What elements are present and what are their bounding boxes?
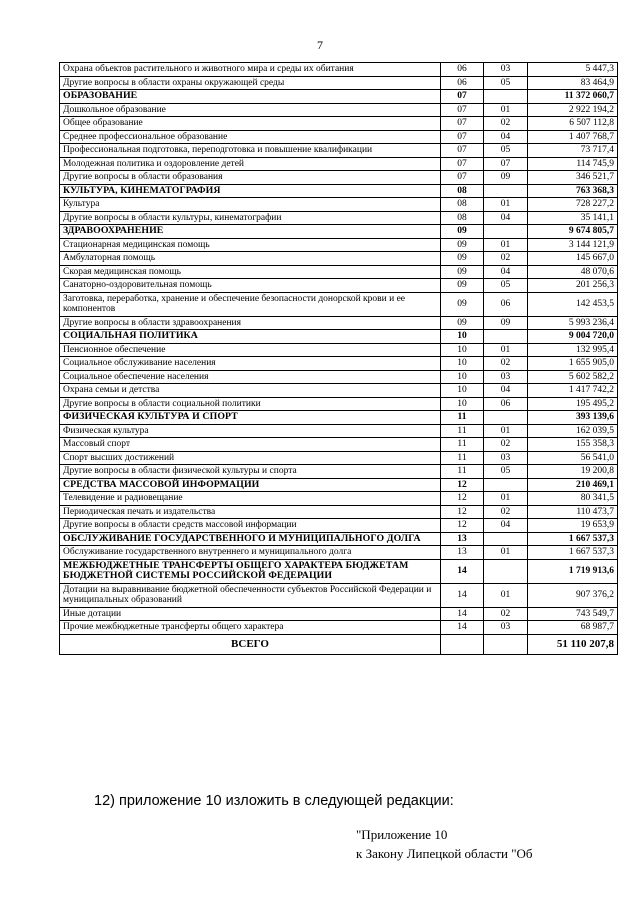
- row-name-cell: Социальное обеспечение населения: [60, 370, 441, 384]
- row-name-cell: Периодическая печать и издательства: [60, 505, 441, 519]
- row-section-code-cell: 10: [441, 370, 484, 384]
- row-section-code-cell: 07: [441, 117, 484, 131]
- table-row: [60, 451, 618, 465]
- table-row: [60, 144, 618, 158]
- row-sum-cell: 35 141,1: [528, 211, 618, 225]
- row-name-cell: СОЦИАЛЬНАЯ ПОЛИТИКА: [60, 330, 441, 344]
- row-section-code-cell: 09: [441, 265, 484, 279]
- row-section-code-cell: 07: [441, 90, 484, 104]
- row-subsection-code-cell: [484, 532, 528, 546]
- row-name-cell: СРЕДСТВА МАССОВОЙ ИНФОРМАЦИИ: [60, 478, 441, 492]
- row-subsection-code-cell: 04: [484, 519, 528, 533]
- row-sum-cell: 201 256,3: [528, 279, 618, 293]
- row-sum-cell: 1 407 768,7: [528, 130, 618, 144]
- row-sum-cell: 907 376,2: [528, 583, 618, 607]
- row-name-cell: Другие вопросы в области образования: [60, 171, 441, 185]
- section-row: [60, 225, 618, 239]
- row-section-code-cell: 14: [441, 559, 484, 583]
- row-section-code-cell: 12: [441, 505, 484, 519]
- row-name-cell: Скорая медицинская помощь: [60, 265, 441, 279]
- row-name-cell: Амбулаторная помощь: [60, 252, 441, 266]
- row-subsection-code-cell: 02: [484, 607, 528, 621]
- row-sum-cell: 83 464,9: [528, 76, 618, 90]
- row-subsection-code-cell: [484, 90, 528, 104]
- row-sum-cell: 1 417 742,2: [528, 384, 618, 398]
- row-name-cell: Массовый спорт: [60, 438, 441, 452]
- row-section-code-cell: 09: [441, 316, 484, 330]
- row-subsection-code-cell: 06: [484, 397, 528, 411]
- row-section-code-cell: 10: [441, 397, 484, 411]
- row-subsection-code-cell: 02: [484, 438, 528, 452]
- row-subsection-code-cell: 05: [484, 76, 528, 90]
- row-sum-cell: 5 447,3: [528, 63, 618, 77]
- row-subsection-code-cell: 04: [484, 384, 528, 398]
- row-sum-cell: 1 667 537,3: [528, 532, 618, 546]
- table-row: [60, 238, 618, 252]
- table-row: [60, 279, 618, 293]
- row-subsection-code-cell: 01: [484, 238, 528, 252]
- row-sum-cell: 132 995,4: [528, 343, 618, 357]
- row-section-code-cell: 10: [441, 384, 484, 398]
- row-name-cell: Прочие межбюджетные трансферты общего характера: [60, 621, 441, 635]
- row-sum-cell: 346 521,7: [528, 171, 618, 185]
- row-sum-cell: 9 674 805,7: [528, 225, 618, 239]
- row-sum-cell: 56 541,0: [528, 451, 618, 465]
- row-section-code-cell: 11: [441, 411, 484, 425]
- row-sum-cell: 1 667 537,3: [528, 546, 618, 560]
- row-name-cell: Обслуживание государственного внутреннего и муниципального долга: [60, 546, 441, 560]
- row-section-code-cell: 08: [441, 211, 484, 225]
- row-sum-cell: 19 200,8: [528, 465, 618, 479]
- table-row: [60, 357, 618, 371]
- section-row: [60, 532, 618, 546]
- table-row: [60, 370, 618, 384]
- row-sum-cell: 743 549,7: [528, 607, 618, 621]
- section-row: [60, 90, 618, 104]
- row-sum-cell: 9 004 720,0: [528, 330, 618, 344]
- row-section-code-cell: 12: [441, 492, 484, 506]
- row-section-code-cell: 07: [441, 103, 484, 117]
- section-row: [60, 559, 618, 583]
- table-row: [60, 343, 618, 357]
- row-subsection-code-cell: 04: [484, 130, 528, 144]
- total-row: [60, 634, 618, 654]
- row-name-cell: Среднее профессиональное образование: [60, 130, 441, 144]
- table-row: [60, 211, 618, 225]
- row-sum-cell: 210 469,1: [528, 478, 618, 492]
- row-sum-cell: 5 602 582,2: [528, 370, 618, 384]
- row-name-cell: Культура: [60, 198, 441, 212]
- row-subsection-code-cell: 04: [484, 265, 528, 279]
- row-name-cell: ОБРАЗОВАНИЕ: [60, 90, 441, 104]
- row-section-code-cell: 08: [441, 184, 484, 198]
- row-section-code-cell: 11: [441, 438, 484, 452]
- row-name-cell: Общее образование: [60, 117, 441, 131]
- row-subsection-code-cell: 01: [484, 492, 528, 506]
- row-section-code-cell: 07: [441, 171, 484, 185]
- section-row: [60, 478, 618, 492]
- row-section-code-cell: 07: [441, 157, 484, 171]
- row-subsection-code-cell: [484, 559, 528, 583]
- row-section-code-cell: 13: [441, 546, 484, 560]
- row-subsection-code-cell: 09: [484, 171, 528, 185]
- appendix-caption-line-1: "Приложение 10: [356, 827, 448, 842]
- row-subsection-code-cell: 03: [484, 621, 528, 635]
- row-section-code-cell: 06: [441, 63, 484, 77]
- table-row: [60, 171, 618, 185]
- row-subsection-code-cell: 03: [484, 370, 528, 384]
- row-subsection-code-cell: 05: [484, 144, 528, 158]
- budget-table-body: [60, 63, 618, 655]
- row-subsection-code-cell: 02: [484, 252, 528, 266]
- row-name-cell: Санаторно-оздоровительная помощь: [60, 279, 441, 293]
- table-row: [60, 424, 618, 438]
- row-subsection-code-cell: 01: [484, 583, 528, 607]
- row-sum-cell: 68 987,7: [528, 621, 618, 635]
- row-sum-cell: 114 745,9: [528, 157, 618, 171]
- row-section-code-cell: 14: [441, 583, 484, 607]
- table-row: [60, 252, 618, 266]
- table-row: [60, 157, 618, 171]
- row-sum-cell: 195 495,2: [528, 397, 618, 411]
- row-name-cell: Социальное обслуживание населения: [60, 357, 441, 371]
- table-row: [60, 76, 618, 90]
- row-name-cell: ОБСЛУЖИВАНИЕ ГОСУДАРСТВЕННОГО И МУНИЦИПАЛЬНОГО ДОЛГА: [60, 532, 441, 546]
- row-section-code-cell: 14: [441, 621, 484, 635]
- table-row: [60, 63, 618, 77]
- table-row: [60, 621, 618, 635]
- table-row: [60, 438, 618, 452]
- row-name-cell: Дошкольное образование: [60, 103, 441, 117]
- row-section-code-cell: 09: [441, 279, 484, 293]
- row-subsection-code-cell: 01: [484, 424, 528, 438]
- total-sum-cell: 51 110 207,8: [528, 634, 618, 654]
- row-subsection-code-cell: 01: [484, 198, 528, 212]
- row-section-code-cell: 09: [441, 252, 484, 266]
- row-sum-cell: 1 719 913,6: [528, 559, 618, 583]
- row-section-code-cell: 06: [441, 76, 484, 90]
- row-subsection-code-cell: 01: [484, 546, 528, 560]
- row-sum-cell: 3 144 121,9: [528, 238, 618, 252]
- table-row: [60, 505, 618, 519]
- section-row: [60, 330, 618, 344]
- row-name-cell: ЗДРАВООХРАНЕНИЕ: [60, 225, 441, 239]
- table-row: [60, 583, 618, 607]
- row-subsection-code-cell: [484, 184, 528, 198]
- row-name-cell: Молодежная политика и оздоровление детей: [60, 157, 441, 171]
- row-section-code-cell: 11: [441, 465, 484, 479]
- table-row: [60, 316, 618, 330]
- row-section-code-cell: 07: [441, 144, 484, 158]
- row-name-cell: Стационарная медицинская помощь: [60, 238, 441, 252]
- row-subsection-code-cell: 09: [484, 316, 528, 330]
- row-subsection-code-cell: 05: [484, 279, 528, 293]
- row-sum-cell: 48 070,6: [528, 265, 618, 279]
- row-name-cell: Другие вопросы в области физической культуры и спорта: [60, 465, 441, 479]
- row-name-cell: Профессиональная подготовка, переподготовка и повышение квалификации: [60, 144, 441, 158]
- table-row: [60, 384, 618, 398]
- row-sum-cell: 110 473,7: [528, 505, 618, 519]
- row-name-cell: Телевидение и радиовещание: [60, 492, 441, 506]
- row-sum-cell: 145 667,0: [528, 252, 618, 266]
- page-number: 7: [317, 38, 323, 52]
- section-row: [60, 411, 618, 425]
- table-row: [60, 103, 618, 117]
- appendix-caption-line-2: к Закону Липецкой области "Об: [356, 846, 533, 861]
- row-name-cell: Другие вопросы в области здравоохранения: [60, 316, 441, 330]
- row-name-cell: Спорт высших достижений: [60, 451, 441, 465]
- row-sum-cell: 80 341,5: [528, 492, 618, 506]
- row-subsection-code-cell: 02: [484, 117, 528, 131]
- row-subsection-code-cell: 04: [484, 211, 528, 225]
- row-name-cell: Охрана семьи и детства: [60, 384, 441, 398]
- row-sum-cell: 73 717,4: [528, 144, 618, 158]
- row-subsection-code-cell: 06: [484, 292, 528, 316]
- row-sum-cell: 1 655 905,0: [528, 357, 618, 371]
- row-subsection-code-cell: 03: [484, 63, 528, 77]
- row-name-cell: Пенсионное обеспечение: [60, 343, 441, 357]
- row-name-cell: Иные дотации: [60, 607, 441, 621]
- table-row: [60, 198, 618, 212]
- row-name-cell: Другие вопросы в области средств массовой информации: [60, 519, 441, 533]
- row-section-code-cell: 11: [441, 451, 484, 465]
- row-section-code-cell: 08: [441, 198, 484, 212]
- row-section-code-cell: 07: [441, 130, 484, 144]
- section-row: [60, 184, 618, 198]
- row-name-cell: Другие вопросы в области культуры, кинематографии: [60, 211, 441, 225]
- row-sum-cell: 155 358,3: [528, 438, 618, 452]
- table-row: [60, 519, 618, 533]
- row-name-cell: Физическая культура: [60, 424, 441, 438]
- row-name-cell: Другие вопросы в области охраны окружающей среды: [60, 76, 441, 90]
- table-row: [60, 117, 618, 131]
- row-section-code-cell: 09: [441, 292, 484, 316]
- row-subsection-code-cell: 03: [484, 451, 528, 465]
- row-sum-cell: 5 993 236,4: [528, 316, 618, 330]
- total-label-cell: ВСЕГО: [60, 634, 441, 654]
- table-row: [60, 292, 618, 316]
- row-section-code-cell: 12: [441, 478, 484, 492]
- row-section-code-cell: 10: [441, 357, 484, 371]
- row-subsection-code-cell: 07: [484, 157, 528, 171]
- row-subsection-code-cell: [484, 225, 528, 239]
- row-section-code-cell: 09: [441, 225, 484, 239]
- row-section-code-cell: 13: [441, 532, 484, 546]
- row-section-code-cell: 12: [441, 519, 484, 533]
- row-name-cell: Охрана объектов растительного и животного мира и среды их обитания: [60, 63, 441, 77]
- row-subsection-code-cell: [484, 411, 528, 425]
- row-subsection-code-cell: [484, 330, 528, 344]
- total-empty-cell: [441, 634, 484, 654]
- row-name-cell: ФИЗИЧЕСКАЯ КУЛЬТУРА И СПОРТ: [60, 411, 441, 425]
- table-row: [60, 546, 618, 560]
- row-name-cell: Другие вопросы в области социальной политики: [60, 397, 441, 411]
- row-section-code-cell: 11: [441, 424, 484, 438]
- row-name-cell: Заготовка, переработка, хранение и обеспечение безопасности донорской крови и ее компонентов: [60, 292, 441, 316]
- row-subsection-code-cell: 02: [484, 505, 528, 519]
- row-sum-cell: 393 139,6: [528, 411, 618, 425]
- row-section-code-cell: 10: [441, 330, 484, 344]
- row-sum-cell: 142 453,5: [528, 292, 618, 316]
- row-subsection-code-cell: 05: [484, 465, 528, 479]
- budget-table: [59, 62, 618, 655]
- row-sum-cell: 728 227,2: [528, 198, 618, 212]
- row-sum-cell: 19 653,9: [528, 519, 618, 533]
- row-sum-cell: 2 922 194,2: [528, 103, 618, 117]
- row-subsection-code-cell: [484, 478, 528, 492]
- row-sum-cell: 763 368,3: [528, 184, 618, 198]
- row-name-cell: МЕЖБЮДЖЕТНЫЕ ТРАНСФЕРТЫ ОБЩЕГО ХАРАКТЕРА БЮДЖЕТАМ БЮДЖЕТНОЙ СИСТЕМЫ РОССИЙСКОЙ ФЕДЕРАЦИИ: [60, 559, 441, 583]
- row-section-code-cell: 10: [441, 343, 484, 357]
- row-sum-cell: 6 507 112,8: [528, 117, 618, 131]
- table-row: [60, 130, 618, 144]
- row-name-cell: Дотации на выравнивание бюджетной обеспеченности субъектов Российской Федерации и муниципальных образований: [60, 583, 441, 607]
- row-subsection-code-cell: 01: [484, 103, 528, 117]
- table-row: [60, 265, 618, 279]
- row-section-code-cell: 09: [441, 238, 484, 252]
- table-row: [60, 397, 618, 411]
- row-section-code-cell: 14: [441, 607, 484, 621]
- row-subsection-code-cell: 02: [484, 357, 528, 371]
- table-row: [60, 492, 618, 506]
- row-name-cell: КУЛЬТУРА, КИНЕМАТОГРАФИЯ: [60, 184, 441, 198]
- row-sum-cell: 11 372 060,7: [528, 90, 618, 104]
- amendment-text: 12) приложение 10 изложить в следующей редакции:: [94, 793, 454, 809]
- table-row: [60, 465, 618, 479]
- row-subsection-code-cell: 01: [484, 343, 528, 357]
- row-sum-cell: 162 039,5: [528, 424, 618, 438]
- total-empty-cell: [484, 634, 528, 654]
- table-row: [60, 607, 618, 621]
